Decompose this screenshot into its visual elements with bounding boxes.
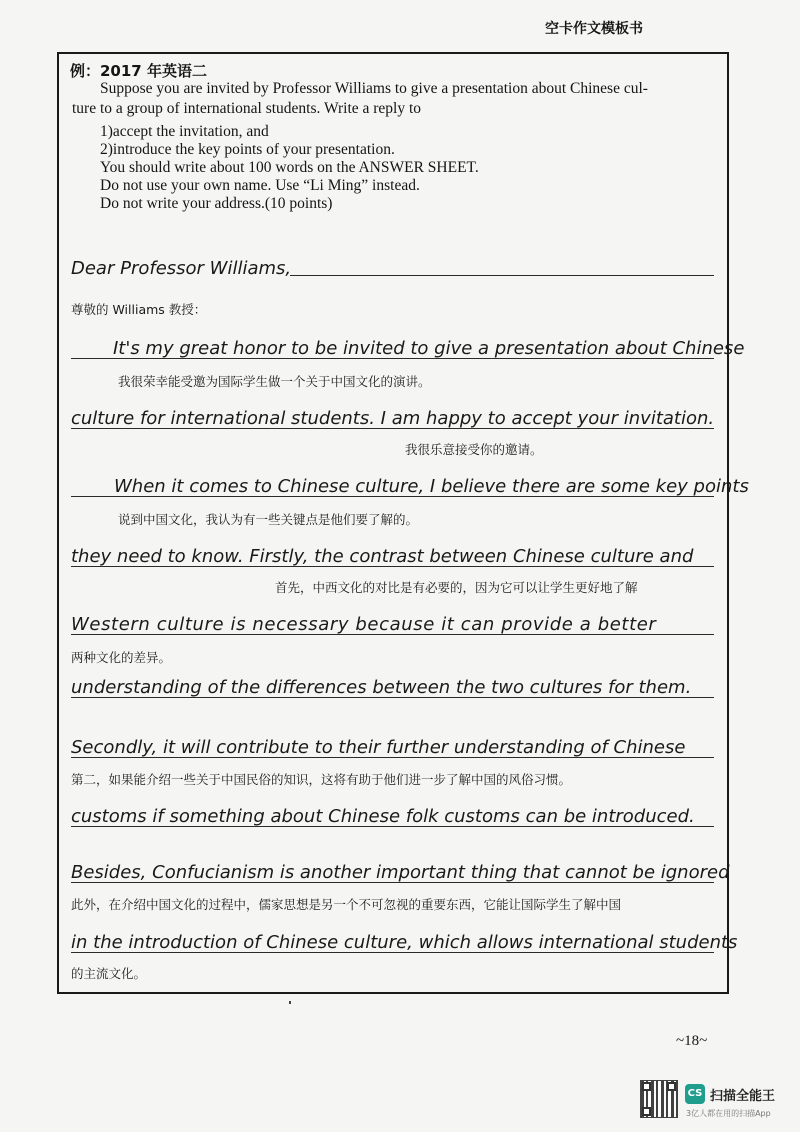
essay-line-4: they need to know. Firstly, the contrast between Chinese culture and <box>71 546 694 567</box>
prompt-line-1: Suppose you are invited by Professor Williams to give a presentation about Chinese cul- <box>100 80 648 97</box>
book-title: 空卡作文模板书 <box>545 21 643 37</box>
essay-line-5: Western culture is necessary because it can provide a better <box>71 614 657 635</box>
essay-line-2: culture for international students. I am happy to accept your invitation. <box>71 408 715 429</box>
essay-line-10: in the introduction of Chinese culture, which allows international students <box>71 932 738 953</box>
essay-line-8: customs if something about Chinese folk customs can be introduced. <box>71 806 695 827</box>
translation-2: 我很乐意接受你的邀请。 <box>405 442 543 457</box>
translation-9: 此外，在介绍中国文化的过程中，儒家思想是另一个不可忽视的重要东西，它能让国际学生了解中国 <box>71 897 622 912</box>
prompt-item-1: 1)accept the invitation, and <box>100 123 269 140</box>
prompt-instruction-1: You should write about 100 words on the ANSWER SHEET. <box>100 159 479 176</box>
salutation-translation: 尊敬的 Williams 教授： <box>71 302 207 317</box>
prompt-line-2: ture to a group of international students. Write a reply to <box>72 100 422 117</box>
scanner-brand-tagline: 3亿人都在用的扫描App <box>686 1109 771 1118</box>
prompt-instruction-3: Do not write your address.(10 points) <box>100 195 333 212</box>
translation-10: 的主流文化。 <box>71 966 147 981</box>
essay-line-6: understanding of the differences between the two cultures for them. <box>71 677 692 698</box>
essay-line-1: It's my great honor to be invited to give a presentation about Chinese <box>113 338 745 359</box>
prompt-label-row <box>70 60 207 81</box>
prompt-instruction-2: Do not use your own name. Use “Li Ming” instead. <box>100 177 420 194</box>
translation-1: 我很荣幸能受邀为国际学生做一个关于中国文化的演讲。 <box>118 374 431 389</box>
translation-5: 两种文化的差异。 <box>71 650 172 665</box>
scanner-logo-icon: CS <box>685 1084 705 1104</box>
scanner-brand-name: 扫描全能王 <box>710 1089 776 1104</box>
salutation: Dear Professor Williams, <box>71 258 292 279</box>
translation-4: 首先，中西文化的对比是有必要的，因为它可以让学生更好地了解 <box>275 580 638 595</box>
example-label: 例：2017 年英语二 <box>70 62 207 80</box>
translation-3: 说到中国文化，我认为有一些关键点是他们要了解的。 <box>118 512 419 527</box>
page-number: ~18~ <box>676 1033 708 1049</box>
prompt-item-2: 2)introduce the key points of your presentation. <box>100 141 395 158</box>
essay-line-7: Secondly, it will contribute to their further understanding of Chinese <box>71 737 686 758</box>
essay-line-3: When it comes to Chinese culture, I believe there are some key points <box>114 476 749 497</box>
translation-7: 第二，如果能介绍一些关于中国民俗的知识，这将有助于他们进一步了解中国的风俗习惯。 <box>71 772 572 787</box>
qr-code-icon <box>640 1080 678 1118</box>
writing-line <box>290 275 714 276</box>
essay-line-9: Besides, Confucianism is another important thing that cannot be ignored <box>71 862 730 883</box>
scan-speck <box>289 1001 291 1004</box>
